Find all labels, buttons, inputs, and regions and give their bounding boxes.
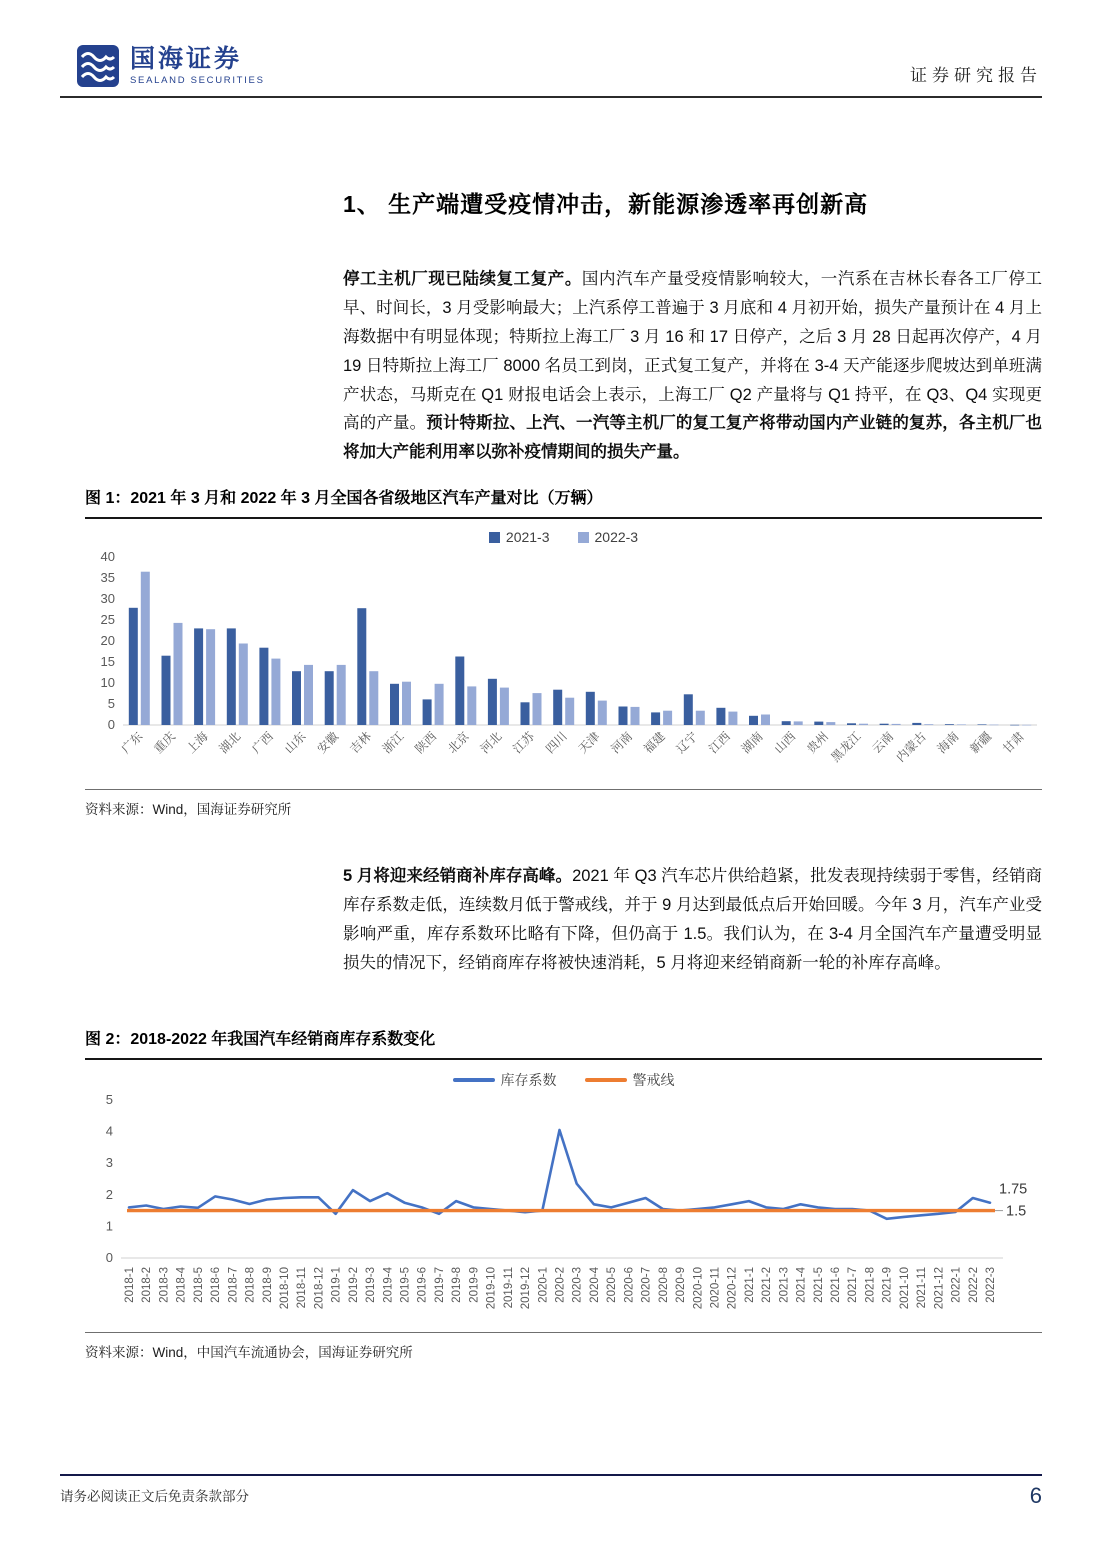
legend-item [489, 529, 550, 545]
svg-text:2019-3: 2019-3 [365, 1266, 378, 1303]
page-footer [60, 1474, 1042, 1507]
svg-text:2019-11: 2019-11 [502, 1266, 515, 1308]
legend-swatch [578, 532, 589, 543]
legend-swatch [585, 1078, 627, 1082]
page-header [60, 0, 1042, 98]
svg-text:安徽: 安徽 [314, 729, 342, 757]
svg-text:2020-5: 2020-5 [606, 1266, 619, 1303]
svg-text:内蒙古: 内蒙古 [893, 729, 929, 765]
svg-text:海南: 海南 [934, 729, 962, 757]
svg-text:新疆: 新疆 [967, 729, 995, 757]
svg-text:天津: 天津 [575, 729, 603, 757]
svg-text:湖北: 湖北 [216, 729, 244, 757]
svg-text:2021-6: 2021-6 [830, 1266, 843, 1303]
figure1-title: 图 1：2021 年 3 月和 2022 年 3 月全国各省级地区汽车产量对比（万辆） [85, 485, 1042, 519]
sealand-wave-seal-icon [76, 44, 120, 88]
figure1-bar-chart [85, 547, 1042, 785]
page-number: 6 [1029, 1483, 1042, 1508]
svg-text:2022-2: 2022-2 [967, 1266, 980, 1303]
figure2-line-chart [85, 1092, 1042, 1328]
svg-text:2021-4: 2021-4 [795, 1266, 808, 1303]
svg-text:2020-8: 2020-8 [657, 1266, 670, 1303]
brand-name-en: SEALAND SECURITIES [130, 74, 265, 86]
svg-text:2019-4: 2019-4 [382, 1266, 395, 1303]
svg-text:2022-3: 2022-3 [985, 1266, 997, 1303]
svg-text:山东: 山东 [281, 729, 309, 757]
svg-text:云南: 云南 [869, 729, 897, 757]
svg-text:2020-3: 2020-3 [571, 1266, 584, 1303]
svg-text:2019-2: 2019-2 [347, 1266, 360, 1303]
svg-text:广西: 广西 [249, 729, 277, 757]
report-type-label: 证券研究报告 [910, 66, 1042, 85]
legend-label: 库存系数 [500, 1071, 557, 1088]
svg-text:2019-1: 2019-1 [330, 1266, 343, 1303]
svg-text:2018-12: 2018-12 [313, 1266, 326, 1309]
svg-text:吉林: 吉林 [347, 729, 374, 757]
svg-text:4: 4 [105, 1123, 113, 1139]
svg-text:福建: 福建 [640, 729, 668, 757]
svg-text:重庆: 重庆 [151, 729, 179, 757]
svg-text:2021-8: 2021-8 [864, 1266, 877, 1303]
legend-label: 2021-3 [505, 529, 550, 546]
brand-text [130, 44, 265, 86]
figure2 [85, 1026, 1042, 1361]
svg-text:0: 0 [107, 717, 115, 733]
svg-text:2018-11: 2018-11 [296, 1266, 309, 1308]
svg-text:2020-10: 2020-10 [692, 1266, 705, 1309]
svg-text:2021-3: 2021-3 [778, 1266, 791, 1303]
svg-text:2: 2 [105, 1186, 113, 1202]
svg-text:2020-6: 2020-6 [623, 1266, 636, 1303]
svg-text:2021-12: 2021-12 [933, 1266, 946, 1309]
svg-text:1.5: 1.5 [1006, 1203, 1027, 1220]
svg-text:河北: 河北 [477, 729, 505, 757]
svg-text:10: 10 [100, 675, 115, 691]
svg-text:2020-4: 2020-4 [588, 1266, 601, 1303]
svg-text:2018-8: 2018-8 [244, 1266, 257, 1303]
svg-text:2020-2: 2020-2 [554, 1266, 567, 1303]
svg-text:辽宁: 辽宁 [673, 729, 701, 757]
svg-text:2020-11: 2020-11 [709, 1266, 722, 1308]
svg-text:2021-2: 2021-2 [761, 1266, 774, 1303]
svg-text:湖南: 湖南 [738, 729, 766, 757]
svg-text:2021-5: 2021-5 [812, 1266, 825, 1303]
figure2-legend [85, 1070, 1042, 1090]
svg-text:2021-1: 2021-1 [743, 1266, 756, 1303]
svg-text:北京: 北京 [444, 729, 472, 757]
paragraph2-lead: 5 月将迎来经销商补库存高峰。 [343, 867, 573, 886]
svg-text:0: 0 [105, 1249, 113, 1265]
svg-text:山西: 山西 [771, 729, 799, 757]
paragraph1-body: 国内汽车产量受疫情影响较大，一汽系在吉林长春各工厂停工早、时间长，3 月受影响最大；上汽系停工普遍于 3 月底和 4 月初开始，损失产量预计在 4 月上海数据中有明显体现；特斯拉上海工厂 3 月 16 和 17 日停产，之后 3 月 28 日起再次停产，4 月 19 日特斯拉上海工厂 8000 名员工到岗，正式复工复产，并将在 3-4 天产能逐步爬坡达到单班满产状态，马斯克在 Q1 财报电话会上表示，上海工厂 Q2 产量将与 Q1 持平，在 Q3、Q4 实现更高的产量。 [343, 270, 1042, 433]
legend-item [453, 1070, 557, 1090]
figure1 [85, 485, 1042, 818]
svg-text:2021-10: 2021-10 [898, 1266, 911, 1309]
svg-text:5: 5 [105, 1091, 113, 1107]
section-title: 1、 生产端遭受疫情冲击，新能源渗透率再创新高 [343, 191, 869, 217]
figure1-legend [85, 529, 1042, 545]
svg-text:2018-2: 2018-2 [141, 1266, 154, 1303]
figure1-source: 资料来源：Wind，国海证券研究所 [85, 789, 1042, 818]
svg-text:2018-5: 2018-5 [192, 1266, 205, 1303]
svg-text:2021-11: 2021-11 [916, 1266, 929, 1308]
svg-text:2020-9: 2020-9 [675, 1266, 688, 1303]
svg-text:35: 35 [100, 570, 115, 586]
svg-text:2020-12: 2020-12 [726, 1266, 739, 1309]
svg-text:2020-1: 2020-1 [537, 1266, 550, 1303]
brand [76, 44, 265, 88]
brand-name-cn: 国海证券 [130, 44, 243, 73]
figure2-source: 资料来源：Wind，中国汽车流通协会，国海证券研究所 [85, 1332, 1042, 1361]
svg-text:浙江: 浙江 [379, 729, 407, 757]
svg-text:2021-7: 2021-7 [847, 1266, 860, 1303]
svg-text:2018-3: 2018-3 [158, 1266, 171, 1303]
svg-text:江苏: 江苏 [510, 729, 538, 757]
svg-text:15: 15 [100, 654, 115, 670]
svg-text:2018-7: 2018-7 [227, 1266, 240, 1303]
legend-label: 2022-3 [594, 529, 639, 546]
svg-text:上海: 上海 [183, 729, 211, 757]
legend-item [585, 1070, 675, 1090]
svg-text:2019-9: 2019-9 [468, 1266, 481, 1303]
svg-text:2022-1: 2022-1 [950, 1266, 963, 1303]
report-body [60, 186, 1042, 1361]
legend-swatch [489, 532, 500, 543]
svg-text:贵州: 贵州 [804, 729, 831, 757]
svg-text:江西: 江西 [706, 729, 734, 757]
svg-text:甘肃: 甘肃 [999, 729, 1027, 757]
footer-disclaimer: 请务必阅读正文后免责条款部分 [60, 1489, 249, 1504]
svg-text:3: 3 [105, 1154, 113, 1170]
svg-text:2019-12: 2019-12 [520, 1266, 533, 1309]
paragraph1-lead: 停工主机厂现已陆续复工复产。 [343, 270, 582, 288]
figure2-title: 图 2：2018-2022 年我国汽车经销商库存系数变化 [85, 1026, 1042, 1060]
paragraph1-tail: 预计特斯拉、上汽、一汽等主机厂的复工复产将带动国内产业链的复苏，各主机厂也将加大产能利用率以弥补疫情期间的损失产量。 [343, 414, 1043, 462]
svg-text:20: 20 [100, 633, 115, 649]
svg-text:2018-4: 2018-4 [175, 1266, 188, 1303]
svg-text:2018-9: 2018-9 [261, 1266, 274, 1303]
legend-swatch [453, 1078, 495, 1082]
svg-text:2018-1: 2018-1 [124, 1266, 136, 1303]
svg-text:1: 1 [105, 1218, 113, 1234]
svg-text:30: 30 [100, 591, 115, 607]
svg-text:2019-8: 2019-8 [451, 1266, 464, 1303]
paragraph-inventory [343, 862, 1042, 978]
svg-text:2019-6: 2019-6 [416, 1266, 429, 1303]
svg-text:40: 40 [100, 549, 115, 565]
svg-text:2020-7: 2020-7 [640, 1266, 653, 1303]
svg-text:黑龙江: 黑龙江 [828, 729, 864, 765]
svg-text:2019-10: 2019-10 [485, 1266, 498, 1309]
svg-text:河南: 河南 [608, 729, 636, 757]
svg-text:2019-7: 2019-7 [433, 1266, 446, 1303]
legend-item [578, 529, 639, 545]
svg-text:2018-6: 2018-6 [210, 1266, 223, 1303]
svg-text:陕西: 陕西 [412, 729, 440, 757]
svg-text:2018-10: 2018-10 [278, 1266, 291, 1309]
svg-text:2019-5: 2019-5 [399, 1266, 412, 1303]
paragraph2-body: 2021 年 Q3 汽车芯片供给趋紧，批发表现持续弱于零售，经销商库存系数走低，连续数月低于警戒线，并于 9 月达到最低点后开始回暖。今年 3 月，汽车产业受影响严重，库存系数环比略有下降，但仍高于 1.5。我们认为，在 3-4 月全国汽车产量遭受明显损失的情况下，经销商库存将被快速消耗，5 月将迎来经销商新一轮的补库存高峰。 [343, 867, 1042, 972]
svg-text:2021-9: 2021-9 [881, 1266, 894, 1303]
svg-text:广东: 广东 [118, 729, 146, 757]
svg-text:四川: 四川 [542, 729, 570, 757]
svg-text:5: 5 [107, 696, 115, 712]
paragraph-production [343, 265, 1042, 467]
svg-text:1.75: 1.75 [999, 1181, 1028, 1198]
svg-text:25: 25 [100, 612, 115, 628]
legend-label: 警戒线 [632, 1071, 675, 1088]
